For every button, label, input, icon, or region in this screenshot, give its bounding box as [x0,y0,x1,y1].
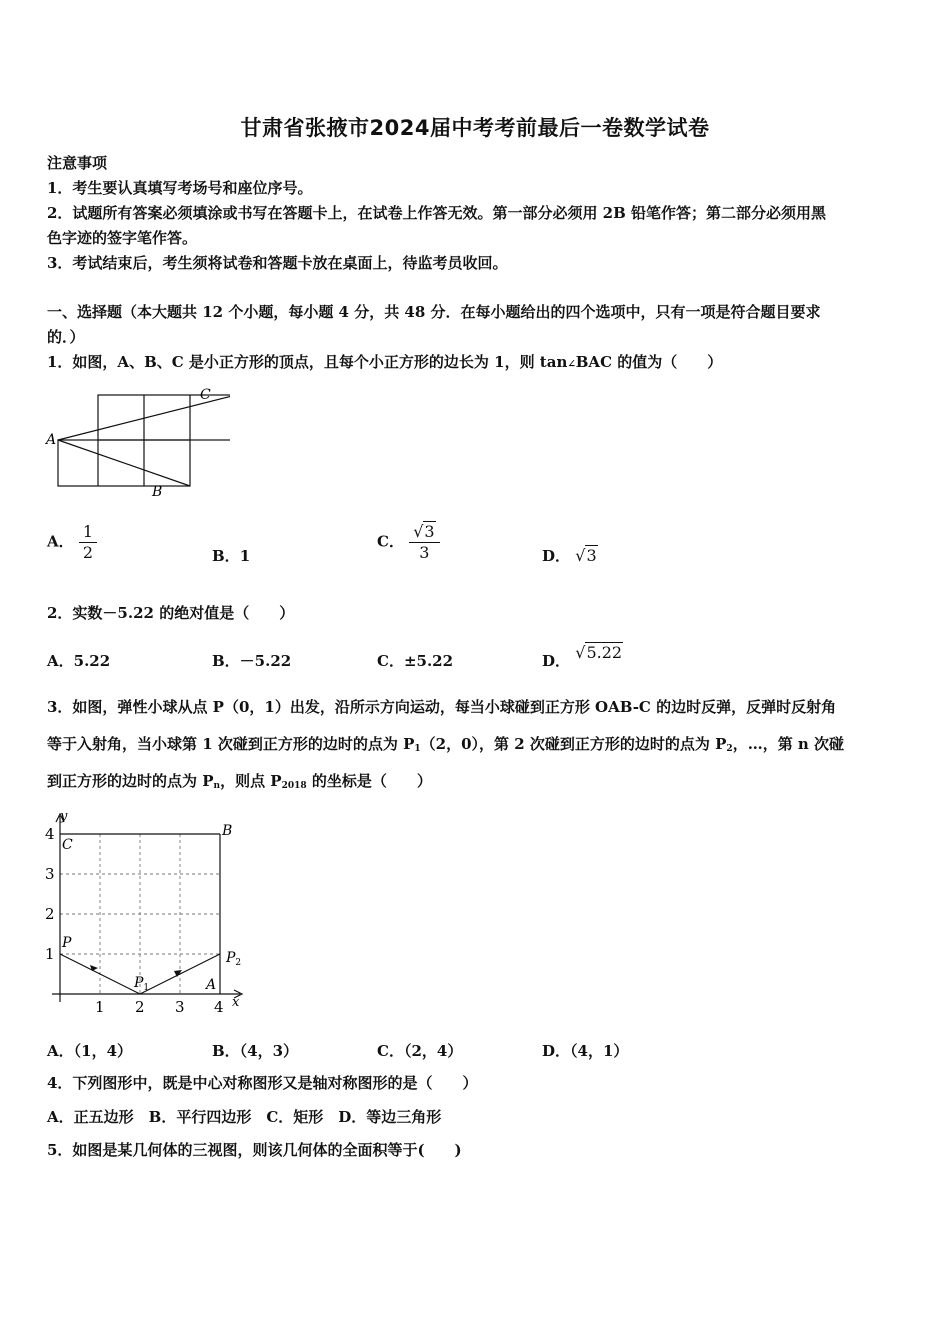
q1-option-a-label: A． [47,532,74,551]
sqrt-symbol [413,521,435,541]
question-4-stem: 4．下列图形中，既是中心对称图形又是轴对称图形的是（ ） [47,1074,478,1092]
numerator: 1 [79,522,97,543]
label-p2-subscript: 2 [235,958,242,968]
q1-option-b-label: B． [212,547,240,565]
q1-stem-part-a: 1．如图，A、B、C 是小正方形的顶点，且每个小正方形的边长为 1，则 tan [47,353,568,371]
label-a: A [206,977,217,993]
q3-option-b[interactable]: B．（4，3） [212,1042,299,1060]
y-tick-4: 4 [45,825,55,843]
q2-option-b[interactable]: B．－5.22 [212,652,292,670]
q2-option-a[interactable]: A．5.22 [47,652,111,670]
y-tick-3: 3 [45,865,55,883]
q2-option-d-label: D． [542,652,571,670]
q3-line3-part-b: ，则点 P [220,772,282,790]
numerator [409,522,439,543]
q1-option-a[interactable] [47,522,97,563]
question-2-stem: 2．实数－5.22 的绝对值是（ ） [47,604,295,622]
question-1-stem [47,352,722,375]
q3-line2-part-a: 等于入射角，当小球第 1 次碰到正方形的边时的点为 P [47,735,415,753]
sqrt-symbol [575,642,623,662]
radicand: 3 [586,546,597,565]
q3-option-d[interactable]: D．（4，1） [542,1042,629,1060]
page-title: 甘肃省张掖市2024届中考考前最后一卷数学试卷 [240,116,710,140]
x-tick-1: 1 [95,998,105,1016]
subscript-2: 2 [726,744,733,754]
label-p: P [62,935,72,951]
radicand: 5.22 [586,643,623,662]
q1-option-d[interactable] [542,545,598,566]
label-c: C [200,387,211,403]
q3-line2-part-b: （2，0），第 2 次碰到正方形的边时的点为 P [420,735,727,753]
q1-option-b[interactable] [212,545,250,566]
label-a: A [46,432,57,448]
q1-option-c[interactable] [377,522,440,563]
label-p2 [225,950,241,968]
x-tick-2: 2 [135,998,145,1016]
q4-options[interactable]: A．正五边形 B．平行四边形 C．矩形 D．等边三角形 [47,1108,442,1126]
label-p1-subscript: 1 [143,983,150,993]
question-3-line-3 [47,771,432,796]
q3-line3-part-c: 的坐标是（ ） [306,772,432,790]
question-3-line-2 [47,734,844,759]
q3-option-c[interactable]: C．（2，4） [377,1042,463,1060]
root-sign: √ [413,522,424,541]
subscript-n: n [213,781,221,791]
subscript-1: 1 [414,744,421,754]
q1-option-c-label: C． [377,532,404,551]
q1-option-b-value: 1 [239,547,251,565]
q3-coordinate-figure [36,806,256,1026]
section-heading-cont: 的．） [47,328,85,346]
denominator: 2 [82,543,94,562]
y-axis-label: y [60,809,68,824]
subscript-2018: 2018 [281,781,307,791]
x-tick-4: 4 [214,998,224,1016]
fraction-one-half [79,522,97,563]
x-axis-label: x [232,995,240,1010]
fraction-root3-over-3 [409,522,439,563]
q1-stem-part-b: BAC 的值为（ ） [575,353,723,371]
radicand: 3 [424,522,435,541]
angle-symbol: ∠ [567,359,576,370]
notice-heading: 注意事项 [47,154,108,172]
q3-line2-part-c: ，…，第 n 次碰 [732,735,845,753]
section-heading: 一、选择题（本大题共 12 个小题，每小题 4 分，共 48 分．在每小题给出的四个选项中，只有一项是符合题目要求 [47,303,821,321]
root-sign: √ [575,546,586,565]
label-p1 [133,975,149,993]
notice-item-3: 3．考试结束后，考生须将试卷和答题卡放在桌面上，待监考员收回。 [47,254,508,272]
question-5-stem: 5．如图是某几何体的三视图，则该几何体的全面积等于( ) [47,1141,462,1159]
label-b: B [222,823,233,839]
notice-item-2-cont: 色字迹的签字笔作答。 [47,229,198,247]
sqrt-symbol [575,545,597,565]
q2-option-d[interactable] [542,642,623,670]
question-3-line-1: 3．如图，弹性小球从点 P（0，1）出发，沿所示方向运动，每当小球碰到正方形 OAB-C 的边时反弹，反弹时反射角 [47,698,837,716]
grid-lines [60,834,220,994]
label-c: C [62,837,73,853]
q1-grid-figure [40,383,230,503]
q1-option-d-label: D． [542,547,571,565]
label-b: B [152,484,163,500]
x-tick-3: 3 [175,998,185,1016]
notice-item-1: 1．考生要认真填写考场号和座位序号。 [47,179,313,197]
y-tick-1: 1 [45,945,55,963]
q3-line3-part-a: 到正方形的边时的点为 P [47,772,214,790]
label-p2-base: P [226,950,236,966]
denominator: 3 [419,543,430,562]
label-p1-base: P [134,975,144,991]
q2-option-c[interactable]: C．±5.22 [377,652,454,670]
notice-item-2: 2．试题所有答案必须填涂或书写在答题卡上，在试卷上作答无效。第一部分必须用 2B 铅笔作答；第二部分必须用黑 [47,204,827,222]
segment-ab [58,440,190,486]
q3-option-a[interactable]: A．（1，4） [47,1042,133,1060]
root-sign: √ [575,643,586,662]
y-tick-2: 2 [45,905,55,923]
